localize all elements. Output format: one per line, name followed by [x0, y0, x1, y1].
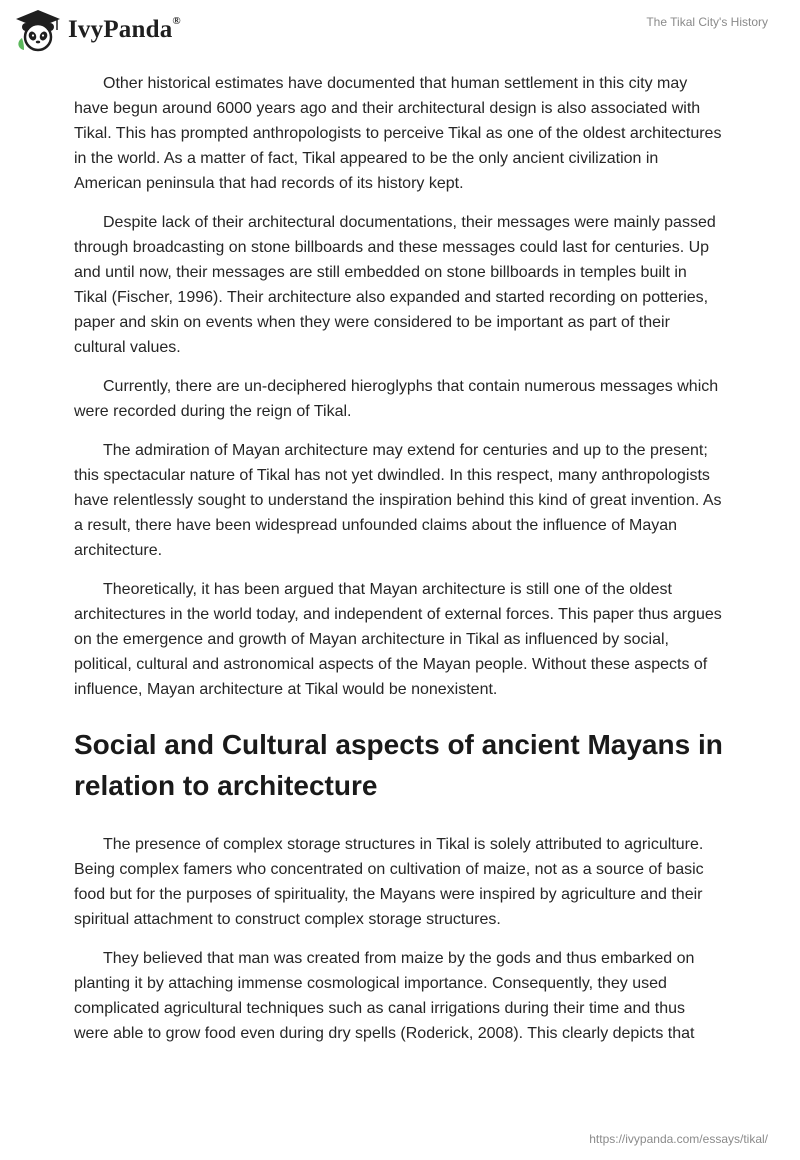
- paragraph: The admiration of Mayan architecture may extend for centuries and up to the present; this spectacular nature of Tikal has not yet dwindled. In this respect, many anthropologists have relentlessly sought to understand the inspiration behind this kind of great invention. As a result, there have been widespread unfounded claims about the influence of Mayan architecture.: [74, 442, 722, 559]
- paragraph: The presence of complex storage structures in Tikal is solely attributed to agriculture. Being complex famers who concentrated on cultivation of maize, not as a source of basic food but for the purposes of spirituality, the Mayans were inspired by agriculture and their spiritual attachment to construct complex storage structures.: [74, 836, 704, 928]
- ivypanda-logo[interactable]: [14, 8, 181, 52]
- panda-graduation-cap-icon: [14, 8, 62, 52]
- paragraph: They believed that man was created from maize by the gods and thus embarked on planting it by attaching immense cosmological importance. Consequently, they used complicated agricultural techniques such as canal irrigations during their time and thus were able to grow food even during dry spells (Roderick, 2008). This clearly depicts that: [74, 950, 695, 1042]
- paragraph: Other historical estimates have documented that human settlement in this city may have begun around 6000 years ago and their architectural design is also associated with Tikal. This has prompted anthropologists to perceive Tikal as one of the oldest architectures in the world. As a matter of fact, Tikal appeared to be the only ancient civilization in American peninsula that had records of its history kept.: [74, 75, 722, 192]
- paragraph: Despite lack of their architectural documentations, their messages were mainly passed through broadcasting on stone billboards and these messages could last for centuries. Up and until now, their messages are still embedded on stone billboards in temples built in Tikal (Fischer, 1996). Their architecture also expanded and started recording on potteries, paper and skin on events when they were considered to be important as part of their cultural values.: [74, 214, 716, 356]
- brand-name: IvyPanda®: [68, 14, 181, 43]
- section-heading: Social and Cultural aspects of ancient Mayans in relation to architecture: [74, 729, 723, 801]
- paragraph: Currently, there are un-deciphered hieroglyphs that contain numerous messages which were recorded during the reign of Tikal.: [74, 378, 719, 420]
- page-header: [0, 0, 800, 64]
- footer-url[interactable]: https://ivypanda.com/essays/tikal/: [589, 1132, 768, 1146]
- essay-content: [74, 71, 724, 1060]
- paragraph: Theoretically, it has been argued that Mayan architecture is still one of the oldest architectures in the world today, and independent of external forces. This paper thus argues on the emergence and growth of Mayan architecture in Tikal as influenced by social, political, cultural and astronomical aspects of the Mayan people. Without these aspects of influence, Mayan architecture at Tikal would be nonexistent.: [74, 581, 722, 698]
- page-title: The Tikal City's History: [646, 15, 768, 29]
